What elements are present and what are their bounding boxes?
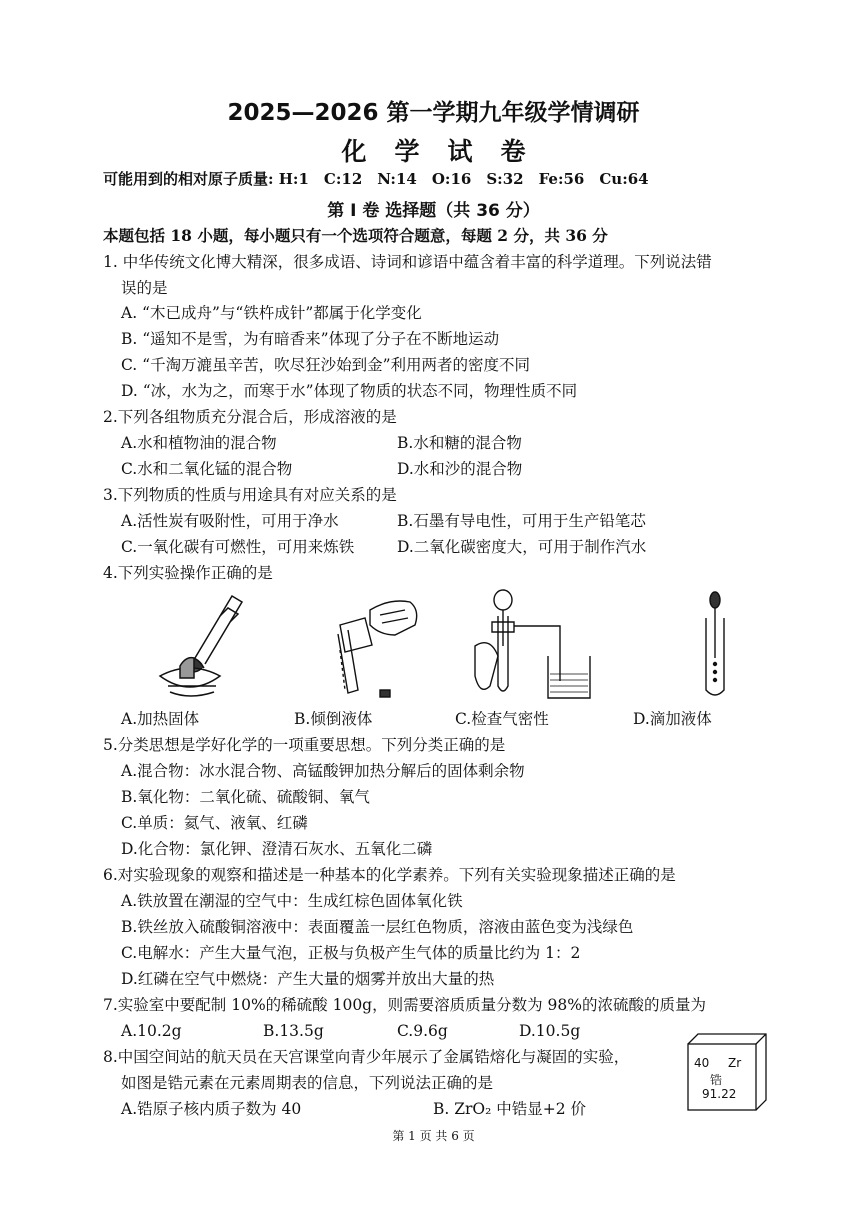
question-3-option-c: C.一氧化碳有可燃性，可用来炼铁	[121, 538, 355, 556]
question-4-option-a: A.加热固体	[121, 710, 200, 728]
question-1-option-a: A. “木已成舟”与“铁杵成针”都属于化学变化	[121, 304, 422, 322]
question-3-option-a: A.活性炭有吸附性，可用于净水	[121, 512, 339, 530]
question-3-option-d: D.二氧化碳密度大，可用于制作汽水	[397, 538, 647, 556]
question-2-option-d: D.水和沙的混合物	[397, 460, 523, 478]
figure-dropping-liquid	[690, 590, 740, 700]
question-5-option-b: B.氧化物：二氧化硫、硫酸铜、氧气	[121, 788, 370, 806]
question-5-stem: 5.分类思想是学好化学的一项重要思想。下列分类正确的是	[103, 736, 506, 754]
exam-title: 2025—2026 第一学期九年级学情调研	[227, 100, 640, 126]
section-heading: 第 I 卷 选择题（共 36 分）	[327, 201, 540, 221]
question-4-option-b: B.倾倒液体	[294, 710, 373, 728]
element-mass: 91.22	[702, 1087, 737, 1101]
page-footer: 第 1 页 共 6 页	[392, 1129, 475, 1143]
question-6-option-b: B.铁丝放入硫酸铜溶液中：表面覆盖一层红色物质，溶液由蓝色变为浅绿色	[121, 918, 634, 936]
question-8-option-b: B. ZrO₂ 中锆显+2 价	[433, 1100, 587, 1118]
question-3-option-b: B.石墨有导电性，可用于生产铅笔芯	[397, 512, 646, 530]
section-instruction: 本题包括 18 小题，每小题只有一个选项符合题意，每题 2 分，共 36 分	[103, 226, 608, 245]
question-2-option-c: C.水和二氧化锰的混合物	[121, 460, 293, 478]
question-8-option-a: A.锆原子核内质子数为 40	[121, 1100, 302, 1118]
question-6-stem: 6.对实验现象的观察和描述是一种基本的化学素养。下列有关实验现象描述正确的是	[103, 866, 676, 884]
atomic-mass-line: 可能用到的相对原子质量: H:1 C:12 N:14 O:16 S:32 Fe:56 Cu:64	[103, 170, 649, 188]
question-6-option-c: C.电解水：产生大量气泡，正极与负极产生气体的质量比约为 1：2	[121, 944, 581, 962]
question-6-option-d: D.红磷在空气中燃烧：产生大量的烟雾并放出大量的热	[121, 970, 495, 988]
question-8-stem: 8.中国空间站的航天员在天宫课堂向青少年展示了金属锆熔化与凝固的实验，	[103, 1048, 630, 1066]
question-1-option-d: D. “冰，水为之，而寒于水”体现了物质的状态不同，物理性质不同	[121, 382, 578, 400]
element-symbol: Zr	[728, 1056, 742, 1070]
element-number: 40	[694, 1056, 710, 1070]
element-name: 锆	[710, 1073, 723, 1087]
question-6-option-a: A.铁放置在潮湿的空气中：生成红棕色固体氧化铁	[121, 892, 463, 910]
question-2-option-a: A.水和植物油的混合物	[121, 434, 277, 452]
question-2-option-b: B.水和糖的混合物	[397, 434, 522, 452]
element-card	[688, 1044, 756, 1110]
figure-pouring-liquid	[300, 590, 430, 705]
question-4-option-d: D.滴加液体	[633, 710, 712, 728]
question-7-option-c: C.9.6g	[397, 1022, 448, 1040]
exam-subtitle: 化学试卷	[341, 137, 554, 166]
figure-heating-solid	[150, 588, 250, 703]
question-1-stem: 1. 中华传统文化博大精深，很多成语、诗词和谚语中蕴含着丰富的科学道理。下列说法错	[103, 253, 712, 271]
question-7-option-b: B.13.5g	[263, 1022, 324, 1040]
question-2-stem: 2.下列各组物质充分混合后，形成溶液的是	[103, 408, 397, 426]
figure-air-tightness	[470, 586, 620, 706]
question-8-stem-cont: 如图是锆元素在元素周期表的信息，下列说法正确的是	[121, 1074, 494, 1092]
question-4-option-c: C.检查气密性	[455, 710, 549, 728]
question-7-option-d: D.10.5g	[519, 1022, 581, 1040]
question-4-stem: 4.下列实验操作正确的是	[103, 564, 273, 582]
question-1-option-b: B. “遥知不是雪，为有暗香来”体现了分子在不断地运动	[121, 330, 500, 348]
question-7-option-a: A.10.2g	[121, 1022, 182, 1040]
question-1-stem-cont: 误的是	[121, 279, 168, 297]
question-5-option-c: C.单质：氦气、液氧、红磷	[121, 814, 308, 832]
question-1-option-c: C. “千淘万漉虽辛苦，吹尽狂沙始到金”利用两者的密度不同	[121, 356, 531, 374]
question-5-option-a: A.混合物：冰水混合物、高锰酸钾加热分解后的固体剩余物	[121, 762, 525, 780]
question-3-stem: 3.下列物质的性质与用途具有对应关系的是	[103, 486, 397, 504]
question-7-stem: 7.实验室中要配制 10%的稀硫酸 100g，则需要溶质质量分数为 98%的浓硫酸的质量为	[103, 996, 706, 1014]
question-5-option-d: D.化合物：氯化钾、澄清石灰水、五氧化二磷	[121, 840, 433, 858]
